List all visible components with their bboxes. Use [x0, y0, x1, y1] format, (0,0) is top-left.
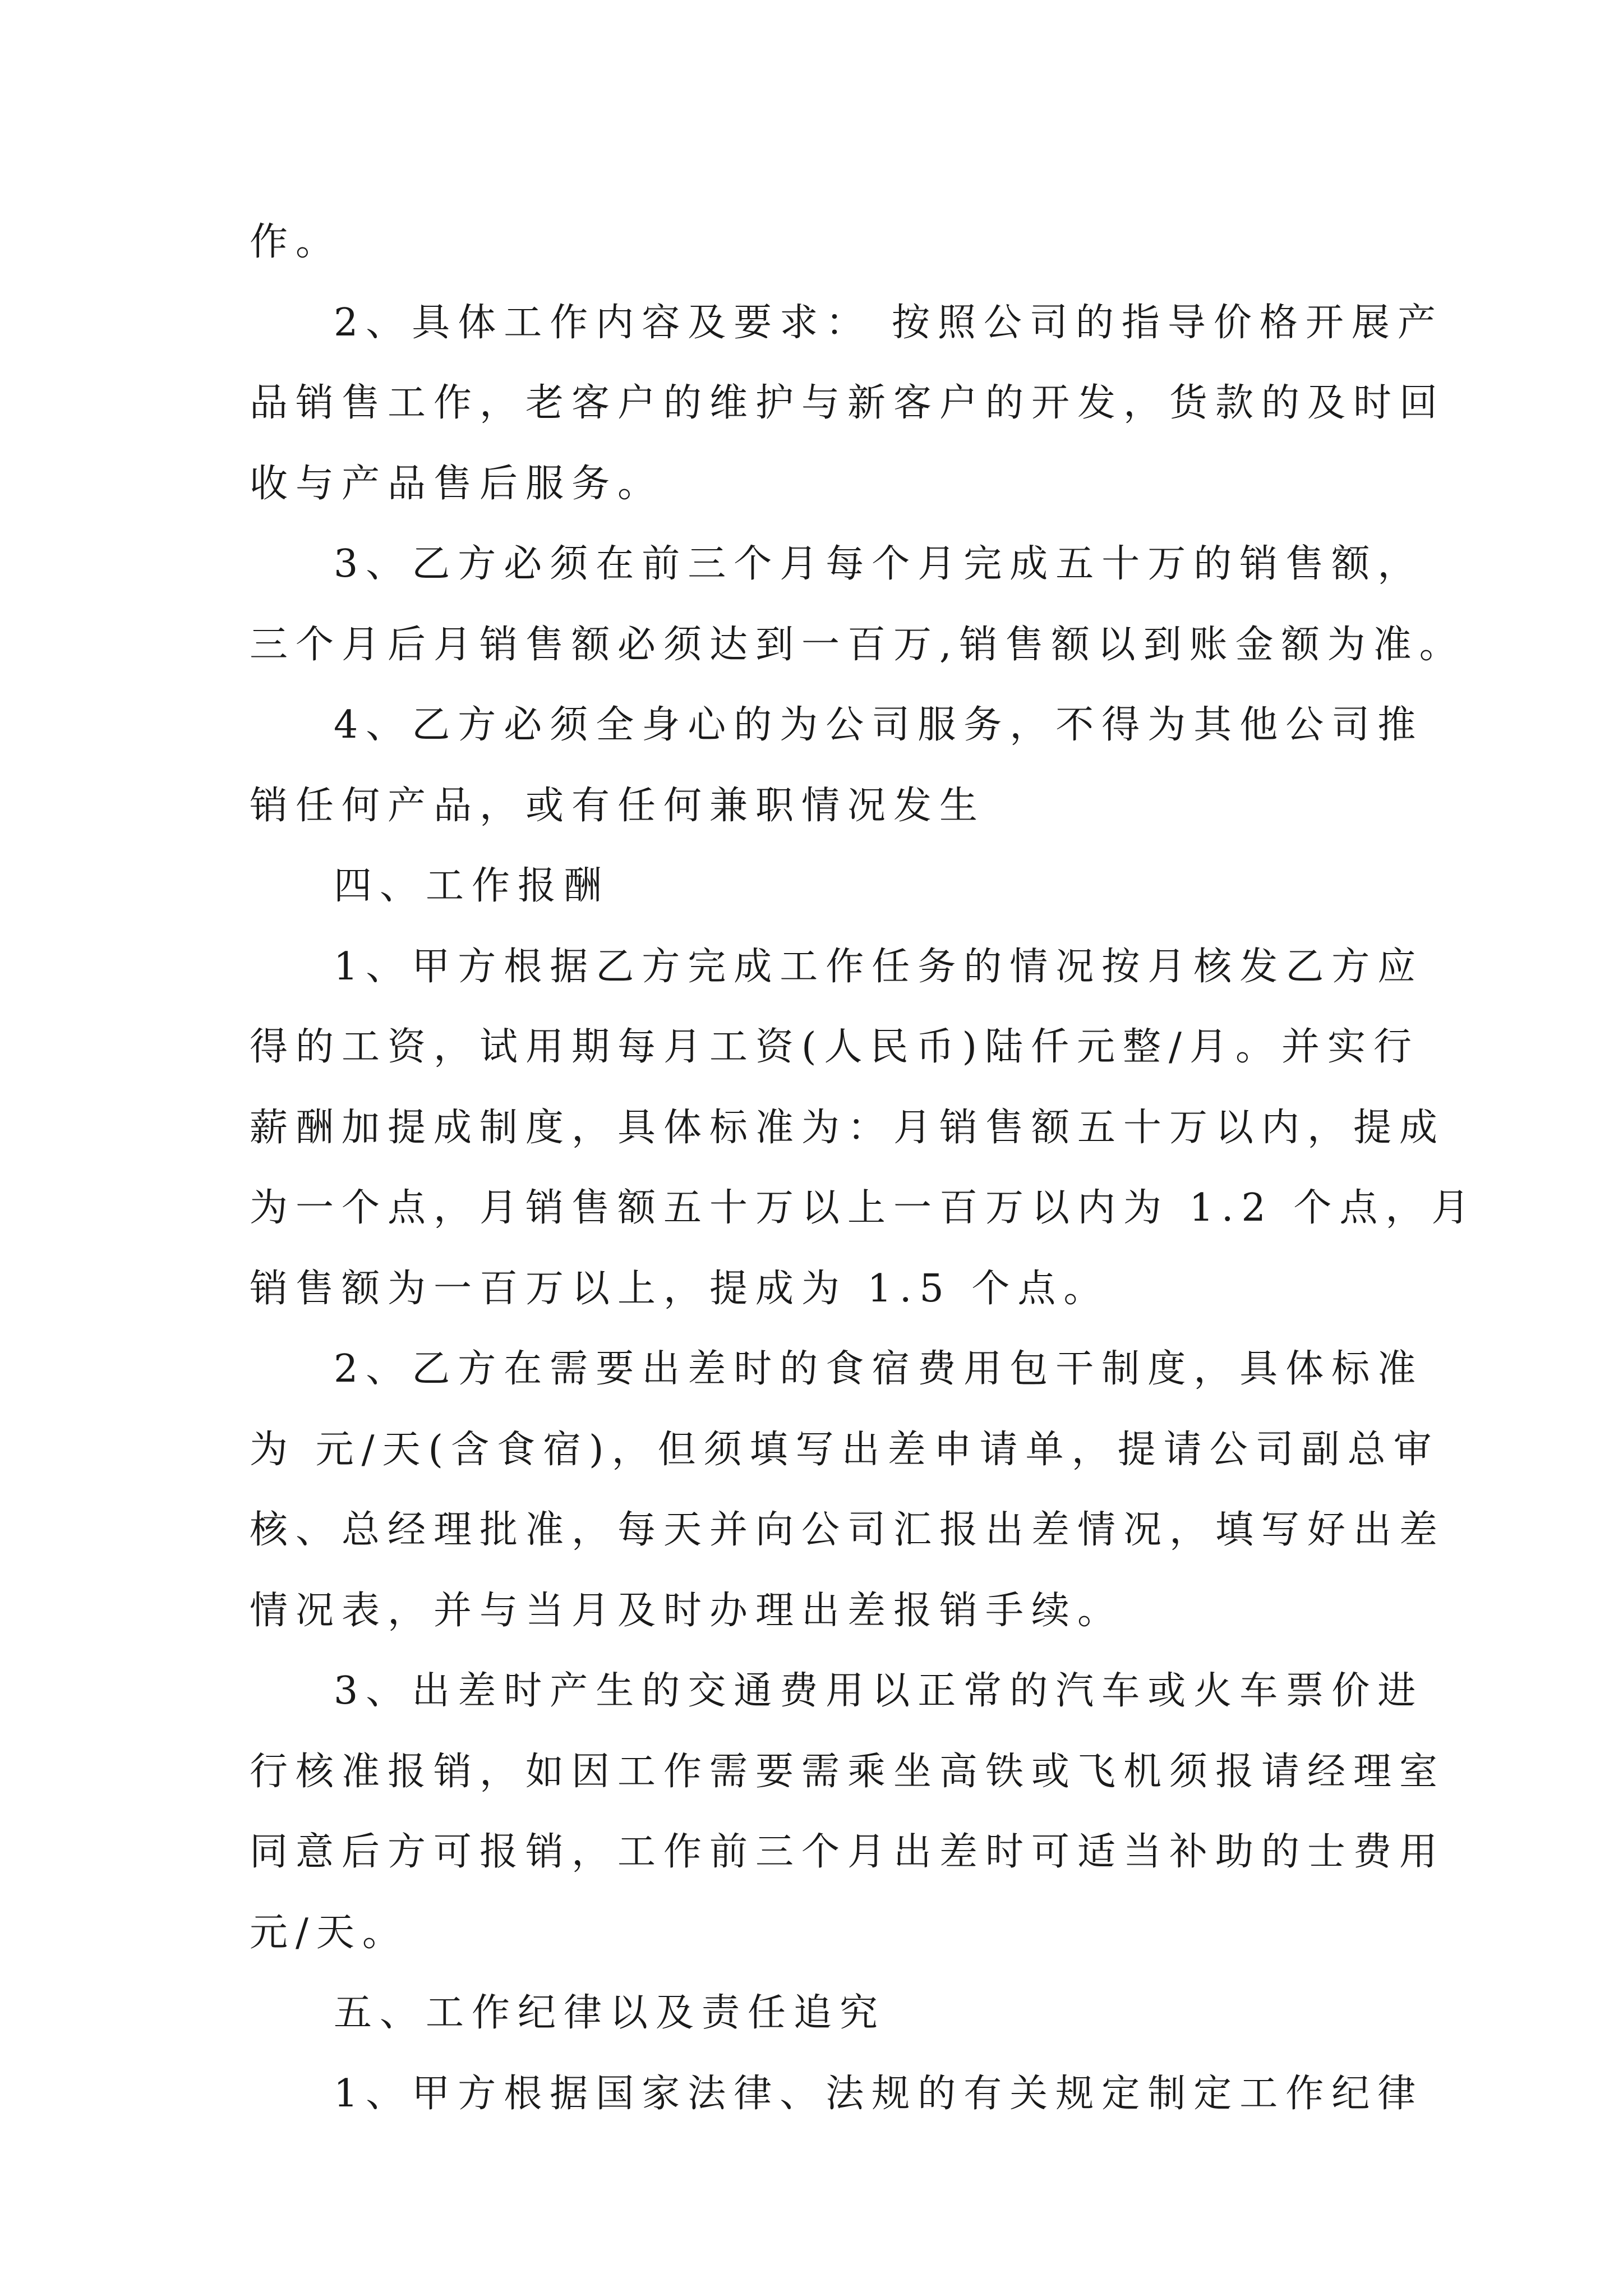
- text-line: 得的工资，试用期每月工资(人民币)陆仟元整/月。并实行: [250, 1025, 1419, 1069]
- text-line: 行核准报销，如因工作需要需乘坐高铁或飞机须报请经理室: [250, 1749, 1446, 1794]
- text-line: 作。: [250, 220, 342, 264]
- text-line: 4、乙方必须全身心的为公司服务，不得为其他公司推: [334, 703, 1424, 747]
- text-line: 2、具体工作内容及要求： 按照公司的指导价格开展产: [334, 300, 1444, 345]
- contract-body: [250, 202, 1478, 2134]
- text-line: 品销售工作，老客户的维护与新客户的开发，货款的及时回: [250, 381, 1446, 425]
- section-heading: 四、工作报酬: [334, 864, 610, 908]
- text-line: 为 元/天(含食宿)，但须填写出差申请单，提请公司副总审: [250, 1427, 1440, 1472]
- section-heading: 五、工作纪律以及责任追究: [334, 1991, 886, 2035]
- text-line: 薪酬加提成制度，具体标准为：月销售额五十万以内，提成: [250, 1105, 1446, 1150]
- text-line: 情况表，并与当月及时办理出差报销手续。: [250, 1588, 1124, 1633]
- text-line: 同意后方可报销，工作前三个月出差时可适当补助的士费用: [250, 1830, 1446, 1874]
- text-line: 为一个点，月销售额五十万以上一百万以内为 1.2 个点，月: [250, 1186, 1478, 1230]
- text-line: 元/天。: [250, 1910, 408, 1955]
- text-line: 3、出差时产生的交通费用以正常的汽车或火车票价进: [334, 1669, 1424, 1713]
- text-line: 核、总经理批准，每天并向公司汇报出差情况，填写好出差: [250, 1508, 1446, 1552]
- text-line: 销任何产品，或有任何兼职情况发生: [250, 783, 986, 828]
- text-line: 2、乙方在需要出差时的食宿费用包干制度，具体标准: [334, 1347, 1424, 1391]
- text-line: 销售额为一百万以上，提成为 1.5 个点。: [250, 1266, 1110, 1311]
- text-line: 三个月后月销售额必须达到一百万,销售额以到账金额为准。: [250, 622, 1465, 667]
- text-line: 1、甲方根据乙方完成工作任务的情况按月核发乙方应: [334, 944, 1424, 989]
- text-line: 1、甲方根据国家法律、法规的有关规定制定工作纪律: [334, 2071, 1424, 2116]
- text-line: 3、乙方必须在前三个月每个月完成五十万的销售额，: [334, 542, 1424, 586]
- text-line: 收与产品售后服务。: [250, 461, 664, 506]
